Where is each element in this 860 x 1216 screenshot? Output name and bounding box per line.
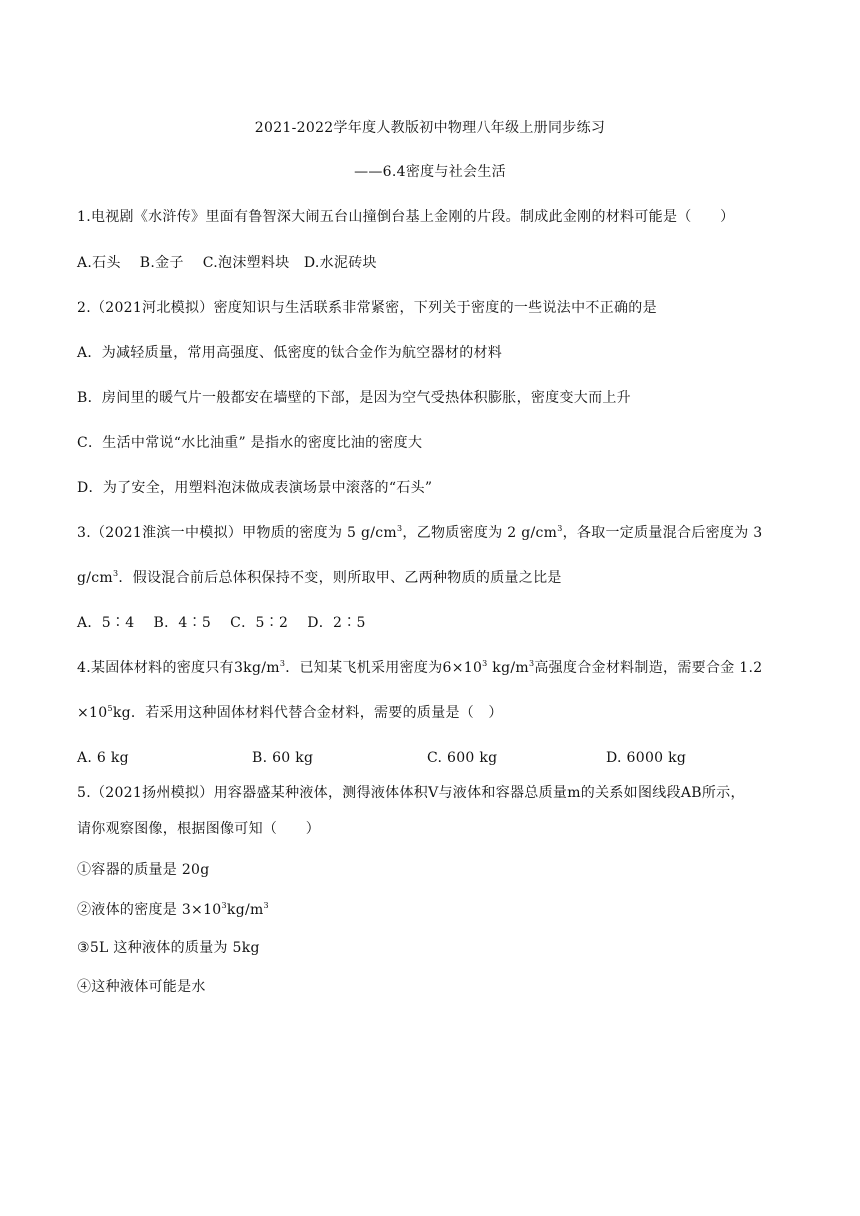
question-2-stem: 2.（2021河北模拟）密度知识与生活联系非常紧密，下列关于密度的一些说法中不正确的是 <box>77 300 657 316</box>
question-5-stem-line-2: 请你观察图像，根据图像可知（ ） <box>77 821 321 837</box>
question-4-option-a: A. 6 kg <box>77 750 129 766</box>
question-5-stem-line-1: 5.（2021扬州模拟）用容器盛某种液体，测得液体体积V与液体和容器总质量m的关系如图线段AB所示， <box>77 785 745 801</box>
question-2-option-c: C．生活中常说“水比油重” 是指水的密度比油的密度大 <box>77 435 423 451</box>
question-2-option-b: B．房间里的暖气片一般都安在墙壁的下部，是因为空气受热体积膨胀，密度变大而上升 <box>77 390 631 406</box>
superscript: 3 <box>113 569 119 578</box>
question-3-text-1: 3.（2021淮滨一中模拟）甲物质的密度为 5 g/cm <box>77 525 397 541</box>
question-5-statement-2 <box>77 900 269 920</box>
question-4-option-d: D. 6000 kg <box>606 750 687 766</box>
document-subtitle: ——6.4密度与社会生活 <box>354 164 506 180</box>
question-3-text-3: ，各取一定质量混合后密度为 3 <box>562 525 763 541</box>
question-4-option-b: B. 60 kg <box>252 750 314 766</box>
superscript: 3 <box>528 659 535 668</box>
document-title: 2021-2022学年度人教版初中物理八年级上册同步练习 <box>254 120 606 136</box>
superscript: 3 <box>279 659 286 668</box>
question-1-options: A.石头 B.金子 C.泡沫塑料块 D.水泥砖块 <box>77 255 377 271</box>
superscript: 5 <box>107 704 113 713</box>
question-3-options: A．5∶4 B．4∶5 C．5∶2 D．2∶5 <box>77 615 366 631</box>
superscript: 3 <box>263 901 269 910</box>
question-3-text-5: ．假设混合前后总体积保持不变，则所取甲、乙两种物质的质量之比是 <box>118 570 562 586</box>
question-4-stem-line-1 <box>77 658 762 678</box>
question-5-s2-text-1: ②液体的密度是 3×10 <box>77 902 222 918</box>
question-4-text-1: 4.某固体材料的密度只有3kg/m <box>77 660 280 676</box>
superscript: 3 <box>397 524 403 533</box>
superscript: 3 <box>557 524 563 533</box>
question-5-statement-4: ④这种液体可能是水 <box>77 979 206 995</box>
question-1-stem: 1.电视剧《水浒传》里面有鲁智深大闹五台山撞倒台基上金刚的片段。制成此金刚的材料可能是（ ） <box>77 209 735 225</box>
superscript: 3 <box>482 659 488 668</box>
superscript: 3 <box>221 901 227 910</box>
question-4-text-5: ×10 <box>77 705 108 721</box>
question-3-stem-line-1 <box>77 523 762 543</box>
question-2-option-a: A．为减轻质量，常用高强度、低密度的钛合金作为航空器材的材料 <box>77 345 503 361</box>
question-2-option-d: D．为了安全，用塑料泡沫做成表演场景中滚落的“石头” <box>77 480 433 496</box>
question-5-s2-text-2: kg/m <box>226 902 264 918</box>
question-5-statement-3: ③5L 这种液体的质量为 5kg <box>77 940 260 956</box>
question-3-text-4: g/cm <box>77 570 113 586</box>
question-4-option-c: C. 600 kg <box>427 750 498 766</box>
question-4-text-6: kg．若采用这种固体材料代替合金材料，需要的质量是（ ） <box>112 705 503 721</box>
question-4-stem-line-2 <box>77 703 503 723</box>
question-4-text-4: 高强度合金材料制造，需要合金 1.2 <box>534 660 763 676</box>
question-4-options <box>77 748 797 768</box>
question-4-text-2: ．已知某飞机采用密度为6×10 <box>285 660 483 676</box>
question-3-stem-line-2 <box>77 568 562 588</box>
question-4-text-3: kg/m <box>487 660 529 676</box>
question-3-text-2: ，乙物质密度为 2 g/cm <box>402 525 558 541</box>
question-5-statement-1: ①容器的质量是 20g <box>77 862 210 878</box>
